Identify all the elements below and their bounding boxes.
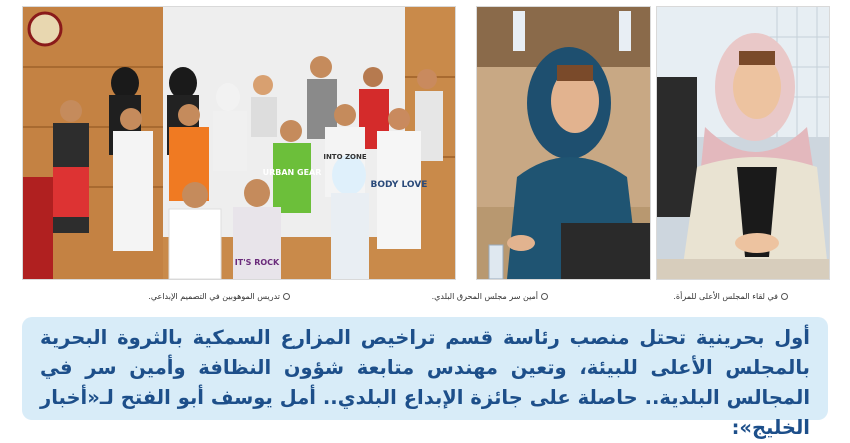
caption-text: تدريس الموهوبين في التصميم الإبداعي. [148,292,280,301]
tshirt-print-body-love: BODY LOVE [370,180,428,190]
photo-gifted-students [22,6,456,280]
caption-text: في لقاء المجلس الأعلى للمرأة. [673,292,778,301]
bullet-icon [541,293,548,300]
headline-box [22,317,828,439]
tshirt-print-its-rock: IT'S ROCK [234,258,280,267]
tshirt-print-urban: URBAN GEAR [262,168,322,177]
caption-photo-2 [432,292,548,301]
caption-photo-3 [673,292,788,301]
headline-text: أول بحرينية تحتل منصب رئاسة قسم تراخيص المزارع السمكية بالثروة البحرية بالمجلس الأعلى للبيئة، وتعين مهندس متابعة شؤون النظافة وأمين سر في المجالس البلدية.. حاصلة على جائزة الإبداع البلدي.. أمل يوسف أبو الفتح لـ«أخبار الخليج»: [40,326,810,439]
photo-muharraq-council-secretary [476,6,651,280]
photo-supreme-council-women [656,6,830,280]
tshirt-print-into-zone: INTO ZONE [323,153,367,161]
bullet-icon [781,293,788,300]
caption-photo-1 [148,292,290,301]
bullet-icon [283,293,290,300]
caption-text: أمين سر مجلس المحرق البلدي. [431,292,538,301]
